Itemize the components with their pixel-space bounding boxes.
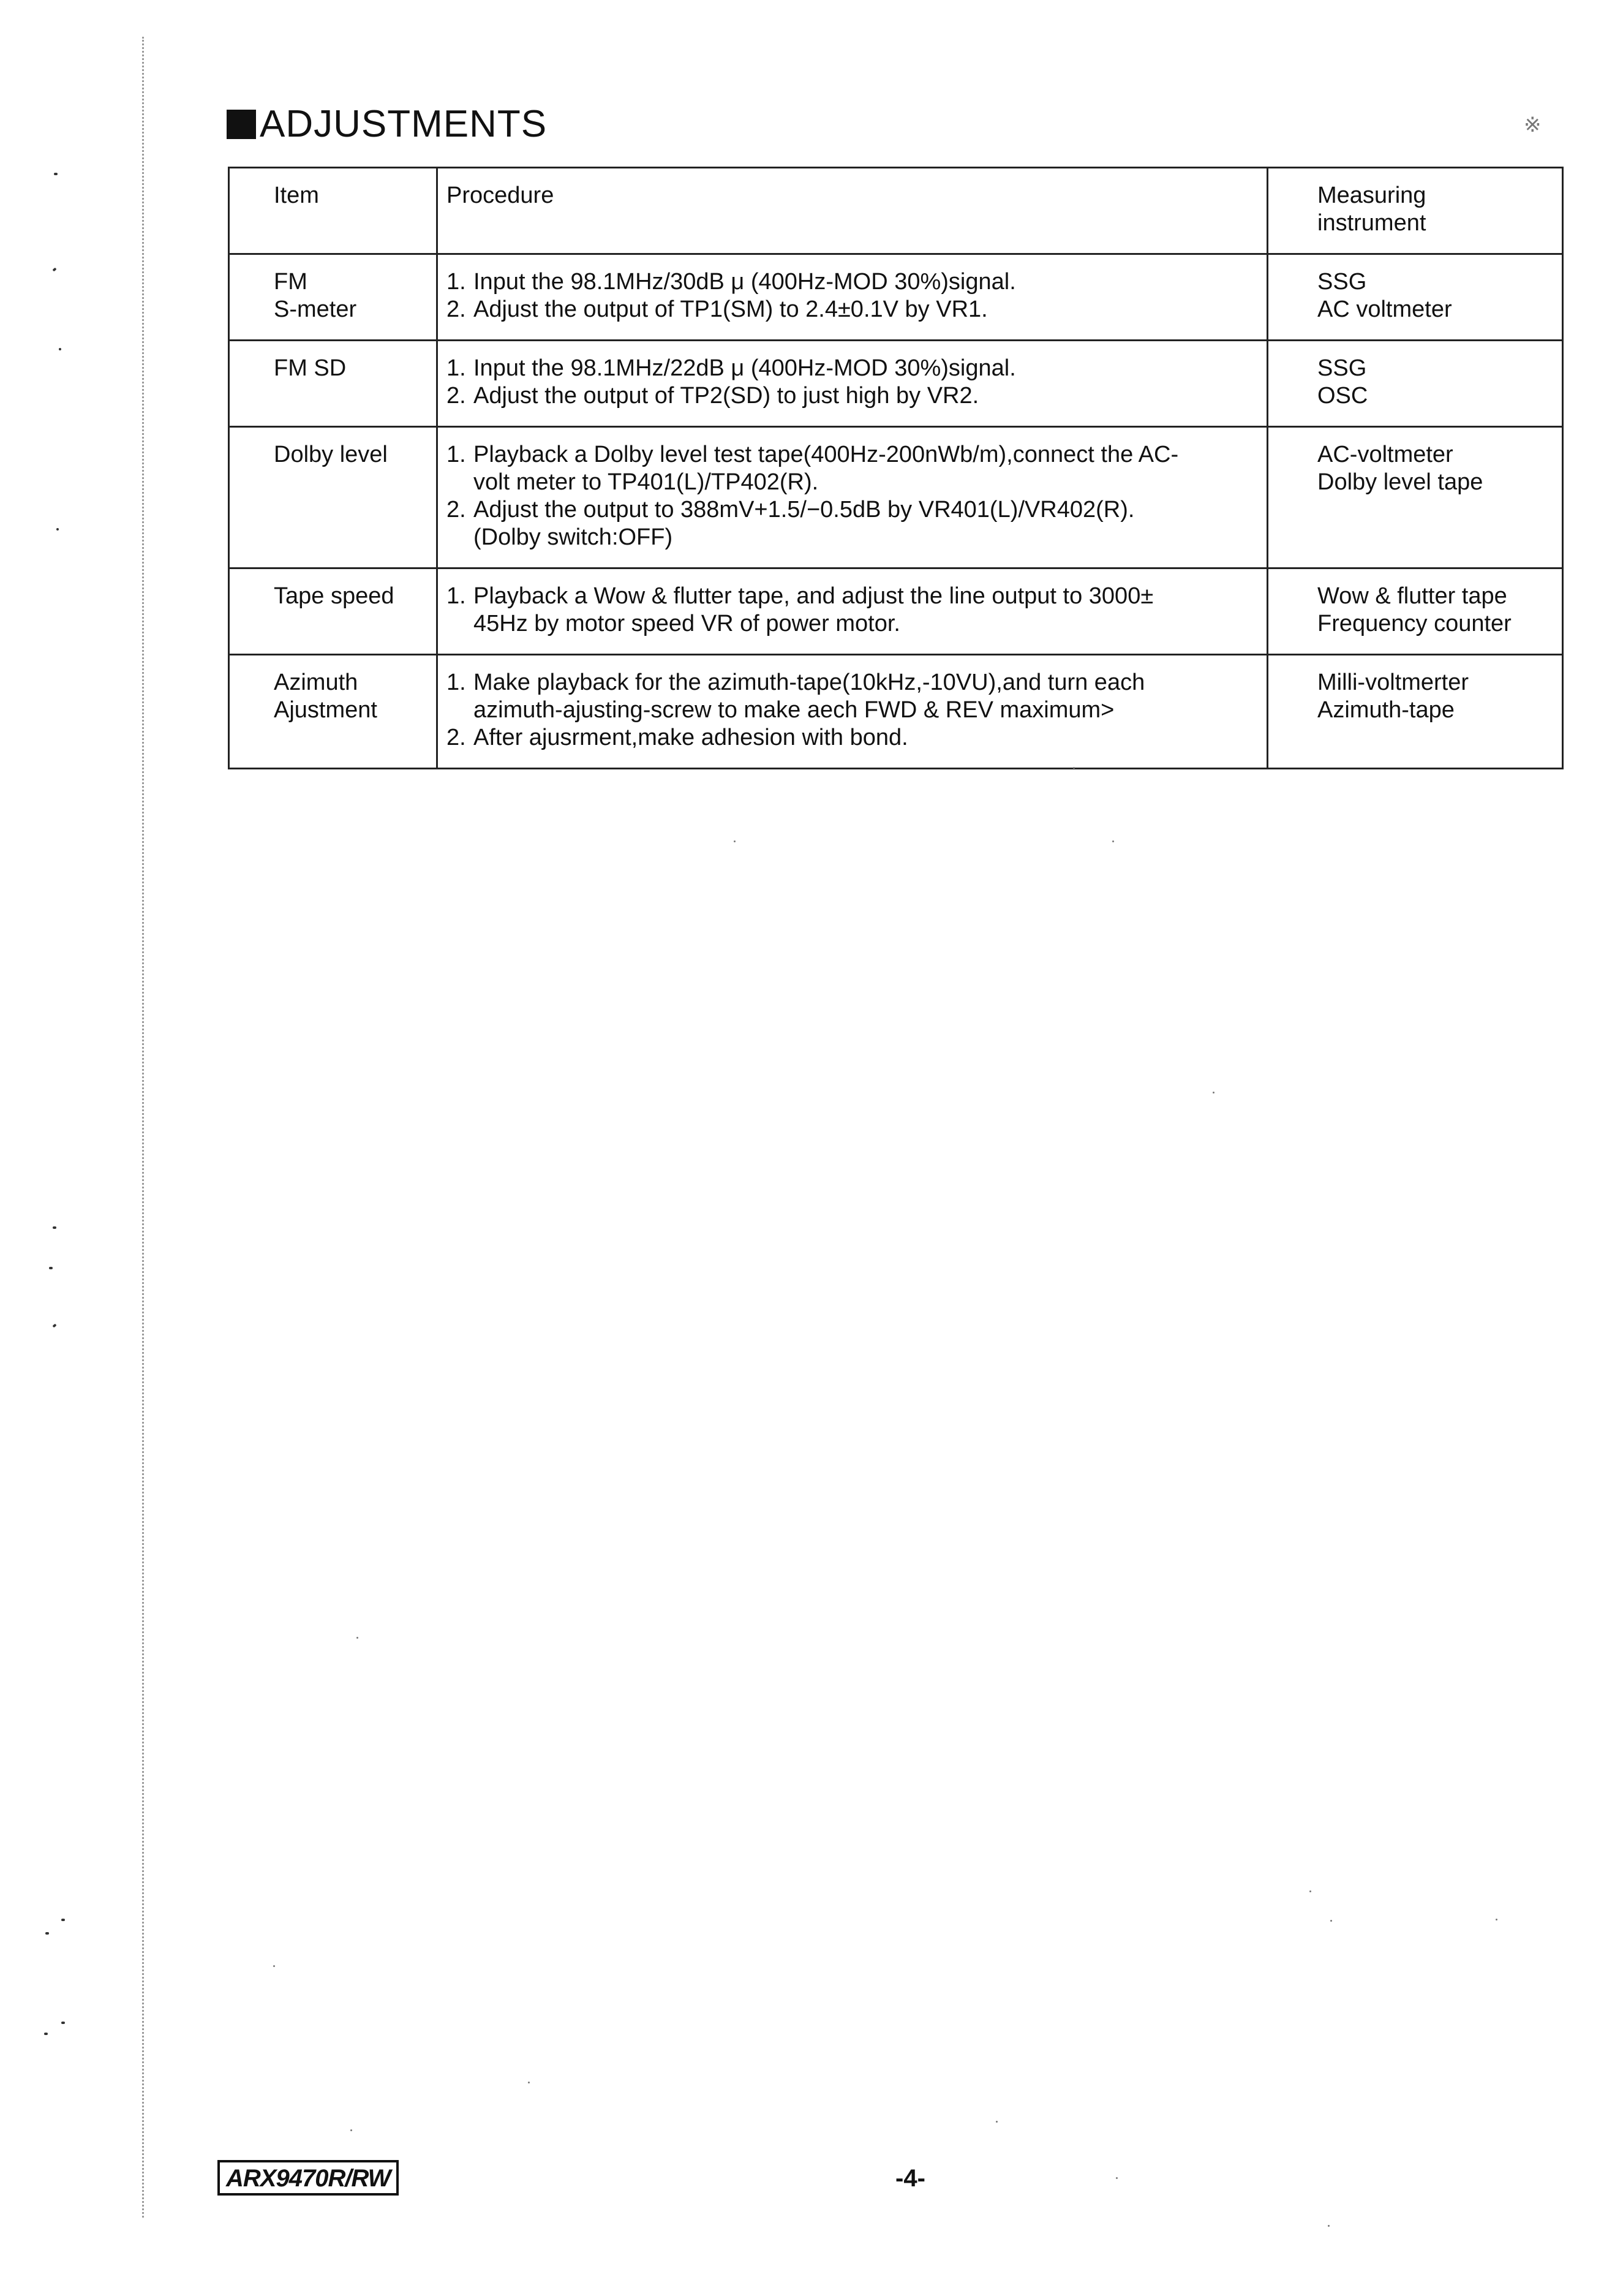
item-cell — [229, 427, 437, 568]
scan-speck — [528, 2082, 530, 2083]
instrument-label: Dolby level tape — [1317, 469, 1483, 495]
margin-mark — [52, 1324, 56, 1328]
step-line: Playback a Wow & flutter tape, and adjust the line output to 3000± — [473, 583, 1154, 609]
margin-mark — [53, 1226, 56, 1229]
procedure-step — [446, 355, 1258, 382]
margin-mark — [49, 1267, 53, 1269]
step-line: Adjust the output of TP2(SD) to just high by VR2. — [473, 383, 979, 409]
step-text — [473, 724, 1258, 752]
instrument-label: Frequency counter — [1317, 611, 1512, 636]
header-procedure-label: Procedure — [446, 183, 554, 208]
bullet-square-icon — [227, 110, 256, 139]
margin-mark — [54, 173, 58, 175]
table-row — [229, 254, 1563, 341]
table-header-row — [229, 168, 1563, 254]
instrument-label: AC-voltmeter — [1317, 442, 1453, 467]
item-cell — [229, 341, 437, 427]
table-row — [229, 568, 1563, 655]
margin-mark — [59, 348, 61, 350]
procedure-cell — [437, 341, 1268, 427]
step-text — [473, 496, 1258, 551]
step-number: 1. — [446, 583, 466, 609]
procedure-step — [446, 669, 1258, 724]
step-number: 2. — [446, 296, 466, 322]
scan-speck — [996, 2121, 998, 2123]
header-item — [229, 168, 437, 254]
scan-speck — [1213, 1092, 1214, 1093]
procedure-step — [446, 724, 1258, 752]
procedure-step — [446, 382, 1258, 410]
instrument-label: OSC — [1317, 383, 1368, 409]
step-number: 2. — [446, 383, 466, 409]
margin-mark — [56, 528, 59, 531]
item-label: Dolby level — [274, 442, 388, 467]
step-line: 45Hz by motor speed VR of power motor. — [473, 611, 900, 636]
step-line: Input the 98.1MHz/30dB μ (400Hz-MOD 30%)signal. — [473, 269, 1016, 295]
step-line: Adjust the output to 388mV+1.5/−0.5dB by VR401(L)/VR402(R). — [473, 497, 1135, 523]
procedure-step — [446, 496, 1258, 551]
instrument-label: AC voltmeter — [1317, 296, 1452, 322]
table-row — [229, 341, 1563, 427]
item-label: Tape speed — [274, 583, 394, 609]
item-label: Ajustment — [274, 697, 377, 723]
margin-mark — [44, 2033, 48, 2035]
item-cell — [229, 568, 437, 655]
instrument-cell — [1268, 655, 1563, 769]
model-code-box: ARX9470R/RW — [217, 2160, 399, 2196]
header-measuring-line: Measuring — [1317, 183, 1426, 208]
corner-smudge-icon: ※ — [1524, 113, 1542, 137]
procedure-step — [446, 296, 1258, 323]
margin-mark — [45, 1932, 49, 1935]
instrument-cell — [1268, 427, 1563, 568]
step-line: Adjust the output of TP1(SM) to 2.4±0.1V by VR1. — [473, 296, 988, 322]
procedure-cell — [437, 427, 1268, 568]
instrument-label: Milli-voltmerter — [1317, 670, 1469, 695]
item-label: FM SD — [274, 355, 347, 381]
scan-speck — [1112, 840, 1114, 842]
margin-mark — [61, 2022, 65, 2024]
header-measuring-line: instrument — [1317, 210, 1426, 236]
procedure-step — [446, 441, 1258, 496]
instrument-label: Wow & flutter tape — [1317, 583, 1507, 609]
adjustments-table — [228, 167, 1564, 769]
step-text — [473, 296, 1258, 323]
step-text — [473, 669, 1258, 724]
procedure-cell — [437, 655, 1268, 769]
item-cell — [229, 254, 437, 341]
scan-speck — [1330, 1920, 1332, 1922]
item-cell — [229, 655, 437, 769]
scan-speck — [1073, 767, 1075, 769]
step-line: Make playback for the azimuth-tape(10kHz,-10VU),and turn each — [473, 670, 1145, 695]
step-line: Playback a Dolby level test tape(400Hz-200nWb/m),connect the AC- — [473, 442, 1179, 467]
margin-mark — [52, 268, 56, 272]
scan-speck — [1116, 2177, 1118, 2179]
scan-speck — [356, 1637, 358, 1639]
instrument-cell — [1268, 341, 1563, 427]
instrument-cell — [1268, 254, 1563, 341]
step-number: 2. — [446, 725, 466, 750]
instrument-cell — [1268, 568, 1563, 655]
step-line: Input the 98.1MHz/22dB μ (400Hz-MOD 30%)signal. — [473, 355, 1016, 381]
scan-speck — [1328, 2225, 1330, 2227]
scan-speck — [273, 1965, 275, 1967]
step-number: 1. — [446, 269, 466, 295]
header-procedure — [437, 168, 1268, 254]
heading-text: ADJUSTMENTS — [260, 103, 548, 145]
table-row — [229, 427, 1563, 568]
step-text — [473, 583, 1258, 638]
step-number: 1. — [446, 355, 466, 381]
procedure-step — [446, 268, 1258, 296]
item-label: Azimuth — [274, 670, 358, 695]
header-item-label: Item — [274, 183, 319, 208]
page-number: -4- — [895, 2165, 925, 2192]
step-line: azimuth-ajusting-screw to make aech FWD & REV maximum> — [473, 697, 1115, 723]
table-row — [229, 655, 1563, 769]
margin-mark — [61, 1919, 65, 1921]
item-label: FM — [274, 269, 307, 295]
step-line: After ajusrment,make adhesion with bond. — [473, 725, 908, 750]
step-number: 2. — [446, 497, 466, 523]
binding-margin-line — [142, 37, 144, 2218]
scan-speck — [350, 2129, 352, 2131]
scan-speck — [1496, 1919, 1497, 1920]
procedure-cell — [437, 568, 1268, 655]
step-text — [473, 441, 1258, 496]
scan-speck — [1309, 1890, 1311, 1892]
instrument-label: SSG — [1317, 269, 1367, 295]
step-line: volt meter to TP401(L)/TP402(R). — [473, 469, 819, 495]
step-number: 1. — [446, 670, 466, 695]
step-number: 1. — [446, 442, 466, 467]
step-text — [473, 268, 1258, 296]
item-label: S-meter — [274, 296, 357, 322]
step-text — [473, 355, 1258, 382]
instrument-label: SSG — [1317, 355, 1367, 381]
scan-speck — [734, 840, 736, 842]
header-measuring — [1268, 168, 1563, 254]
instrument-label: Azimuth-tape — [1317, 697, 1455, 723]
step-text — [473, 382, 1258, 410]
procedure-step — [446, 583, 1258, 638]
procedure-cell — [437, 254, 1268, 341]
step-line: (Dolby switch:OFF) — [473, 524, 673, 550]
section-heading — [227, 105, 547, 143]
